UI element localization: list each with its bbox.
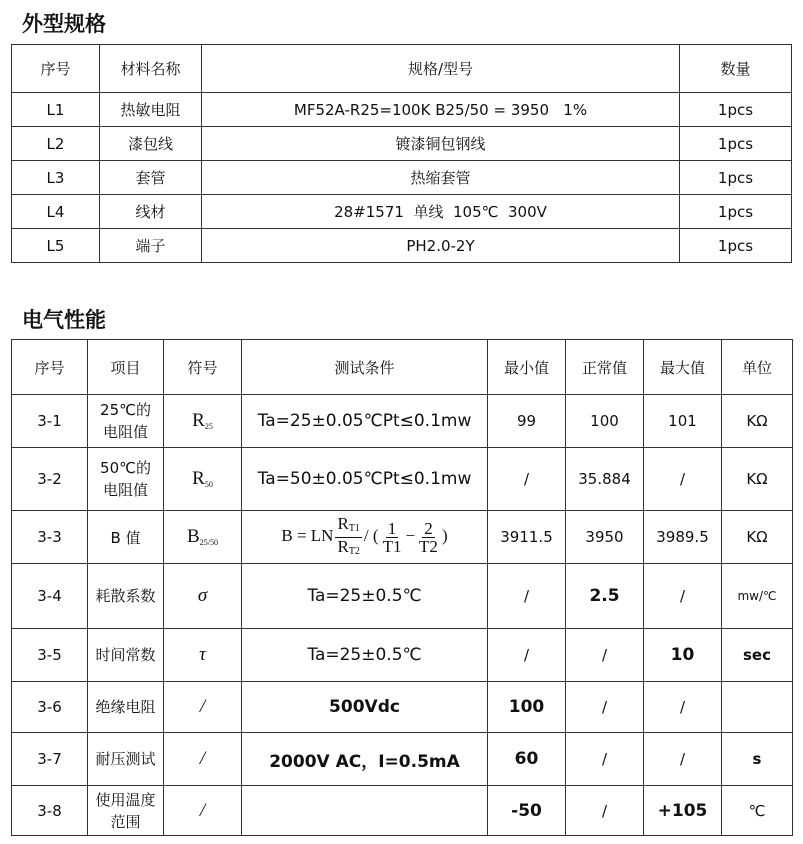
item-text: 50℃的电阻值: [100, 459, 151, 499]
cell-symbol: /: [164, 733, 242, 786]
table-row: [12, 93, 792, 127]
cell-condition: Ta=25±0.5℃: [242, 629, 488, 682]
cell-formula: [242, 511, 488, 564]
cell-condition: Ta=25±0.5℃: [242, 564, 488, 629]
cell-symbol: [164, 395, 242, 448]
formula-minus: −: [405, 525, 416, 545]
cell-no: 3-8: [12, 786, 88, 836]
cell-name: 端子: [100, 229, 202, 263]
table-row: [12, 161, 792, 195]
cell-symbol: /: [164, 682, 242, 733]
cell-unit: ℃: [722, 786, 793, 836]
cell-nom: /: [566, 682, 644, 733]
cell-spec: 热缩套管: [202, 161, 680, 195]
header-cell: 序号: [12, 45, 100, 93]
cell-condition: [242, 786, 488, 836]
item-text: 耗散系数: [95, 587, 156, 605]
cell-min: 100: [488, 682, 566, 733]
table-header-row: [12, 340, 793, 395]
cell-unit: KΩ: [722, 448, 793, 511]
cell-nom: 35.884: [566, 448, 644, 511]
cell-nom: /: [566, 629, 644, 682]
cell-max: +105: [644, 786, 722, 836]
cell-symbol: /: [164, 786, 242, 836]
cell-no: L2: [12, 127, 100, 161]
cell-unit: KΩ: [722, 395, 793, 448]
cell-min: 60: [488, 733, 566, 786]
cell-symbol: [164, 448, 242, 511]
formula-fraction-1: $\frac{1}{T1}$: [382, 518, 402, 556]
cell-nom: 2.5: [566, 564, 644, 629]
cell-name: 线材: [100, 195, 202, 229]
cell-spec: 28#1571 单线 105℃ 300V: [202, 195, 680, 229]
cell-no: L3: [12, 161, 100, 195]
frac-den: R: [337, 536, 349, 556]
performance-table: [11, 339, 793, 836]
cell-item: [88, 629, 164, 682]
header-cell: 测试条件: [242, 340, 488, 395]
cell-no: 3-4: [12, 564, 88, 629]
header-cell: 单位: [722, 340, 793, 395]
cell-min: 99: [488, 395, 566, 448]
symbol-main: B: [187, 526, 200, 547]
table-row: [12, 733, 793, 786]
cell-name: 套管: [100, 161, 202, 195]
cell-qty: 1pcs: [680, 93, 792, 127]
item-text: 使用温度范围: [95, 790, 156, 831]
cell-item: [88, 682, 164, 733]
table-row: [12, 511, 793, 564]
cell-item: [88, 448, 164, 511]
header-cell: 正常值: [566, 340, 644, 395]
cell-name: 热敏电阻: [100, 93, 202, 127]
symbol-sub: 50: [204, 480, 213, 489]
formula-fraction-r: [335, 515, 361, 560]
cell-item: B 值: [88, 511, 164, 564]
cell-min: /: [488, 564, 566, 629]
cell-condition: Ta=25±0.05℃Pt≤0.1mw: [242, 395, 488, 448]
cell-spec: MF52A-R25=100K B25/50 = 3950 1%: [202, 93, 680, 127]
cell-nom: 3950: [566, 511, 644, 564]
header-cell: 材料名称: [100, 45, 202, 93]
cell-item: [88, 395, 164, 448]
item-text: 耐压测试: [95, 750, 156, 768]
cell-no: 3-7: [12, 733, 88, 786]
cell-no: L4: [12, 195, 100, 229]
cell-nom: /: [566, 786, 644, 836]
header-cell: 序号: [12, 340, 88, 395]
cell-unit: KΩ: [722, 511, 793, 564]
cell-condition: 2000V AC，I=0.5mA: [242, 733, 488, 786]
cell-symbol: σ: [164, 564, 242, 629]
table-row: [12, 395, 793, 448]
formula-close: ): [441, 525, 448, 545]
spec-section-title: 外型规格: [22, 12, 106, 36]
cell-unit: sec: [722, 629, 793, 682]
cell-nom: 100: [566, 395, 644, 448]
cell-min: /: [488, 448, 566, 511]
cell-max: 3989.5: [644, 511, 722, 564]
header-cell: 规格/型号: [202, 45, 680, 93]
cell-max: /: [644, 733, 722, 786]
frac-num-sub: T1: [348, 522, 360, 534]
table-row: [12, 786, 793, 836]
cell-max: /: [644, 448, 722, 511]
cell-no: L5: [12, 229, 100, 263]
cell-nom: /: [566, 733, 644, 786]
cell-no: 3-6: [12, 682, 88, 733]
cell-qty: 1pcs: [680, 229, 792, 263]
formula-mid: / (: [363, 525, 379, 545]
header-cell: 数量: [680, 45, 792, 93]
cell-no: 3-1: [12, 395, 88, 448]
frac-num: R: [337, 513, 349, 533]
symbol-main: R: [192, 410, 205, 431]
b-value-formula: [281, 513, 448, 557]
perf-section-title: 电气性能: [22, 308, 106, 332]
symbol-sub: 25: [204, 422, 213, 431]
cell-min: /: [488, 629, 566, 682]
symbol-main: R: [192, 468, 205, 489]
cell-max: /: [644, 682, 722, 733]
table-header-row: [12, 45, 792, 93]
table-row: [12, 682, 793, 733]
cell-item: [88, 786, 164, 836]
cell-name: 漆包线: [100, 127, 202, 161]
table-row: [12, 229, 792, 263]
header-cell: 最大值: [644, 340, 722, 395]
cell-min: 3911.5: [488, 511, 566, 564]
cell-symbol: τ: [164, 629, 242, 682]
cell-spec: PH2.0-2Y: [202, 229, 680, 263]
cell-no: 3-5: [12, 629, 88, 682]
item-text: 25℃的电阻值: [100, 401, 151, 441]
cell-max: /: [644, 564, 722, 629]
cell-qty: 1pcs: [680, 195, 792, 229]
symbol-sub: 25/50: [199, 538, 218, 547]
cell-no: 3-2: [12, 448, 88, 511]
header-cell: 符号: [164, 340, 242, 395]
cell-spec: 镀漆铜包钢线: [202, 127, 680, 161]
cell-unit: s: [722, 733, 793, 786]
header-cell: 最小值: [488, 340, 566, 395]
cell-item: [88, 564, 164, 629]
cell-min: -50: [488, 786, 566, 836]
cell-unit: [722, 682, 793, 733]
cell-no: 3-3: [12, 511, 88, 564]
cell-condition: Ta=50±0.05℃Pt≤0.1mw: [242, 448, 488, 511]
table-row: [12, 448, 793, 511]
cell-qty: 1pcs: [680, 161, 792, 195]
header-cell: 项目: [88, 340, 164, 395]
formula-fraction-2: $\frac{2}{T2}$: [419, 518, 438, 556]
cell-unit: mw/℃: [722, 564, 793, 629]
cell-symbol: [164, 511, 242, 564]
cell-condition: 500Vdc: [242, 682, 488, 733]
item-text: 绝缘电阻: [95, 698, 156, 716]
cell-item: [88, 733, 164, 786]
cell-no: L1: [12, 93, 100, 127]
table-row: [12, 564, 793, 629]
cell-max: 10: [644, 629, 722, 682]
spec-table: [11, 44, 792, 263]
formula-prefix: B = LN: [281, 525, 334, 545]
cell-max: 101: [644, 395, 722, 448]
cell-qty: 1pcs: [680, 127, 792, 161]
table-row: [12, 127, 792, 161]
item-text: 时间常数: [95, 646, 156, 664]
frac-den-sub: T2: [348, 545, 360, 557]
table-row: [12, 629, 793, 682]
table-row: [12, 195, 792, 229]
